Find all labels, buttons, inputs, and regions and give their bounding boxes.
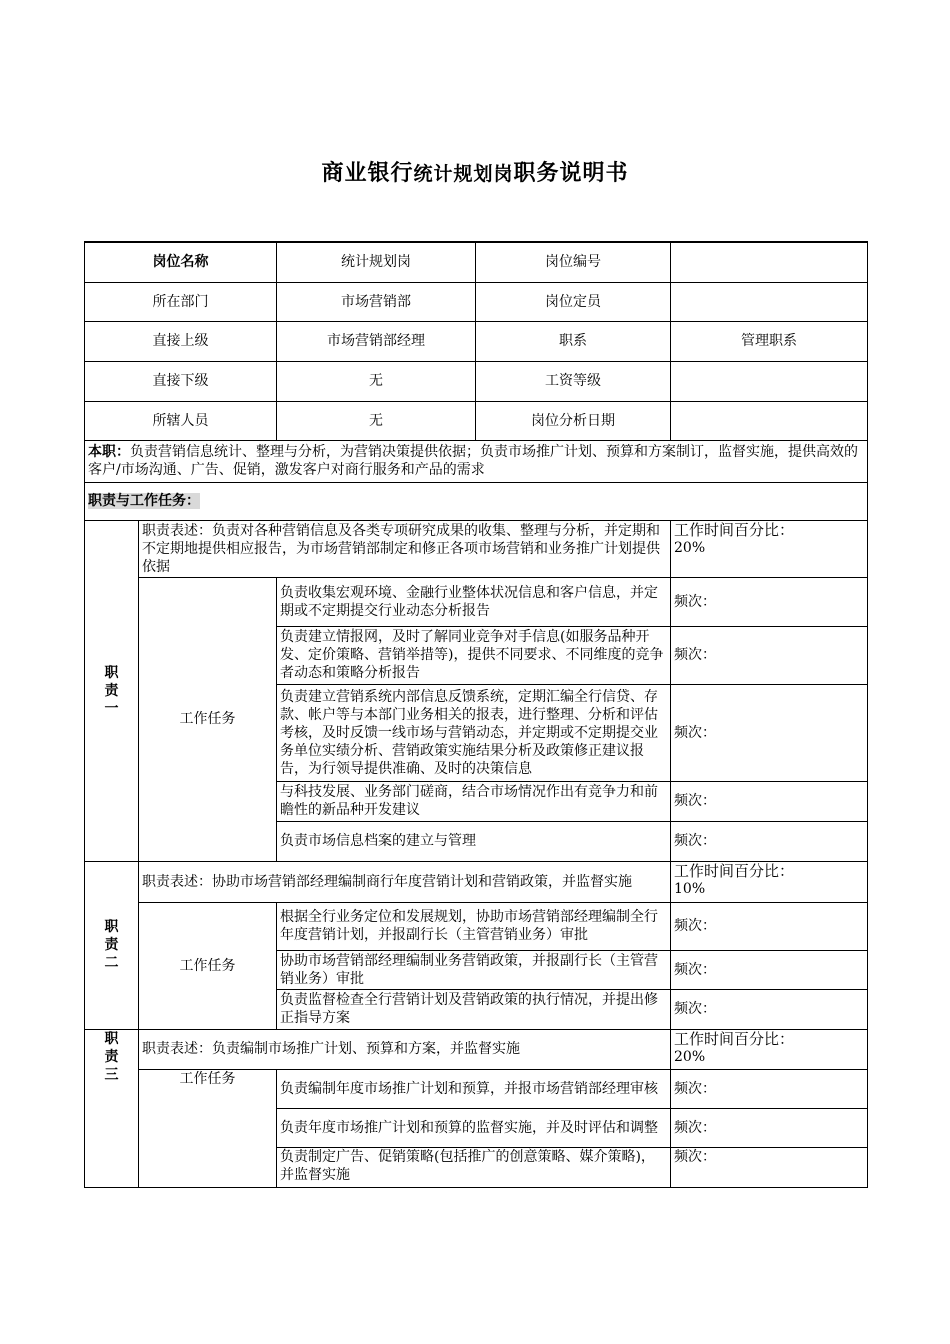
core-duty (85, 440, 868, 482)
duty-1-task-3-freq: 频次： (671, 684, 868, 781)
duty-1-task-5-freq: 频次： (671, 821, 868, 861)
duty-2-task-row (85, 902, 868, 950)
duty-3-task-3: 负责制定广告、促销策略(包括推广的创意策略、媒介策略)，并监督实施 (277, 1147, 671, 1187)
value-job-family: 管理职系 (671, 321, 868, 361)
label-staff: 所辖人员 (85, 401, 277, 440)
duty-3-desc-row (85, 1029, 868, 1069)
value-subordinate: 无 (277, 361, 476, 401)
duty-2-task-3: 负责监督检查全行营销计划及营销政策的执行情况，并提出修正指导方案 (277, 989, 671, 1029)
duty-2-label: 职 责 二 (85, 861, 139, 1029)
label-position-name: 岗位名称 (85, 242, 277, 282)
duty-1-label: 职 责 一 (85, 520, 139, 861)
label-position-code: 岗位编号 (476, 242, 671, 282)
duty-3-task-label: 工作任务 (139, 1069, 277, 1187)
label-headcount: 岗位定员 (476, 282, 671, 321)
duty-1-description: 职责表述：负责对各种营销信息及各类专项研究成果的收集、整理与分析，并定期和不定期地提供相应报告，为市场营销部制定和修正各项市场营销和业务推广计划提供依据 (139, 520, 671, 577)
duty-3-task-row (85, 1069, 868, 1108)
info-row-subordinate (85, 361, 868, 401)
value-position-name: 统计规划岗 (277, 242, 476, 282)
duty-1-task-row (85, 577, 868, 626)
duty-3-description: 职责表述：负责编制市场推广计划、预算和方案，并监督实施 (139, 1029, 671, 1069)
core-duty-text: 负责营销信息统计、整理与分析，为营销决策提供依据；负责市场推广计划、预算和方案制订，监督实施，提供高效的客户/市场沟通、广告、促销，激发客户对商行服务和产品的需求 (88, 444, 858, 478)
info-row-supervisor (85, 321, 868, 361)
duty-2-task-3-freq: 频次： (671, 989, 868, 1029)
value-salary-grade (671, 361, 868, 401)
value-headcount (671, 282, 868, 321)
section-header: 职责与工作任务： (85, 482, 868, 520)
duty-1-task-1: 负责收集宏观环境、金融行业整体状况信息和客户信息，并定期或不定期提交行业动态分析报告 (277, 577, 671, 626)
value-department: 市场营销部 (277, 282, 476, 321)
duty-2-task-label: 工作任务 (139, 902, 277, 1029)
duty-1-task-label: 工作任务 (139, 577, 277, 861)
page-title: 商业银行统计规划岗职务说明书 (321, 161, 629, 186)
duty-3-task-2-freq: 频次： (671, 1108, 868, 1147)
label-analysis-date: 岗位分析日期 (476, 401, 671, 440)
duty-3-task-1: 负责编制年度市场推广计划和预算，并报市场营销部经理审核 (277, 1069, 671, 1108)
duty-2-task-2-freq: 频次： (671, 950, 868, 989)
duty-1-task-1-freq: 频次： (671, 577, 868, 626)
info-row-staff (85, 401, 868, 440)
info-row-position (85, 242, 868, 282)
duty-2-task-2: 协助市场营销部经理编制业务营销政策，并报副行长（主管营销业务）审批 (277, 950, 671, 989)
label-department: 所在部门 (85, 282, 277, 321)
duty-2-description: 职责表述：协助市场营销部经理编制商行年度营销计划和营销政策，并监督实施 (139, 861, 671, 902)
duty-1-task-3: 负责建立营销系统内部信息反馈系统，定期汇编全行信贷、存款、帐户等与本部门业务相关的报表，进行整理、分析和评估考核，及时反馈一线市场与营销动态，并定期或不定期提交业务单位实绩分析、营销政策实施结果分析及政策修正建议报告，为行领导提供准确、及时的决策信息 (277, 684, 671, 781)
duty-2-percentage: 工作时间百分比： 10% (671, 861, 868, 902)
value-position-code (671, 242, 868, 282)
value-analysis-date (671, 401, 868, 440)
duty-2-desc-row (85, 861, 868, 902)
core-duty-row (85, 440, 868, 482)
duty-2-task-1: 根据全行业务定位和发展规划，协助市场营销部经理编制全行年度营销计划，并报副行长（主管营销业务）审批 (277, 902, 671, 950)
info-row-department (85, 282, 868, 321)
duty-1-percentage: 工作时间百分比： 20% (671, 520, 868, 577)
duty-1-task-4-freq: 频次： (671, 781, 868, 821)
duty-1-desc-row (85, 520, 868, 577)
duty-3-task-2: 负责年度市场推广计划和预算的监督实施，并及时评估和调整 (277, 1108, 671, 1147)
duty-2-task-1-freq: 频次： (671, 902, 868, 950)
duty-3-task-1-freq: 频次： (671, 1069, 868, 1108)
core-duty-label: 本职： (88, 444, 130, 460)
label-subordinate: 直接下级 (85, 361, 277, 401)
duty-1-task-4: 与科技发展、业务部门磋商，结合市场情况作出有竞争力和前瞻性的新品种开发建议 (277, 781, 671, 821)
value-supervisor: 市场营销部经理 (277, 321, 476, 361)
duty-3-label: 职 责 三 (85, 1029, 139, 1187)
label-job-family: 职系 (476, 321, 671, 361)
duty-1-task-2-freq: 频次： (671, 626, 868, 684)
job-description-table (84, 241, 868, 1188)
duty-3-task-3-freq: 频次： (671, 1147, 868, 1187)
duty-3-percentage: 工作时间百分比： 20% (671, 1029, 868, 1069)
label-salary-grade: 工资等级 (476, 361, 671, 401)
label-supervisor: 直接上级 (85, 321, 277, 361)
value-staff: 无 (277, 401, 476, 440)
duty-1-task-2: 负责建立情报网，及时了解同业竞争对手信息(如服务品种开发、定价策略、营销举措等)，提供不同要求、不同维度的竞争者动态和策略分析报告 (277, 626, 671, 684)
section-header-row (85, 482, 868, 520)
duty-1-task-5: 负责市场信息档案的建立与管理 (277, 821, 671, 861)
